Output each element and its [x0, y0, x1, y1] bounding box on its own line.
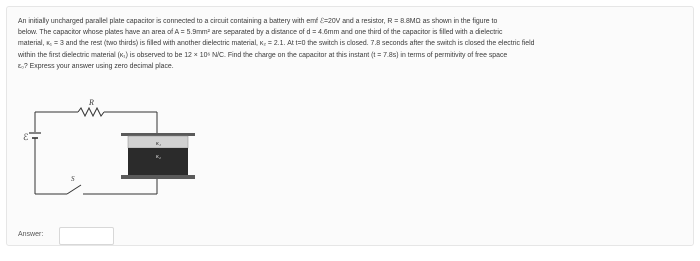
switch-label: S — [71, 175, 75, 183]
question-line-3: material, κ₁ = 3 and the rest (two thirds) is filled with another dielectric material, κ₂ = 2.1. At t=0 the switch is closed. 7.8 seconds after the switch is closed the electric field — [18, 40, 535, 48]
capacitor-top-plate — [121, 133, 195, 136]
resistor — [78, 108, 104, 116]
question-line-5: ε₀? Express your answer using zero decimal place. — [18, 62, 174, 70]
question-line-2: below. The capacitor whose plates have an area of A = 5.9mm² are separated by a distance of d = 4.6mm and one third of the capacitor is filled with a dielectric — [18, 29, 503, 37]
switch-blade — [67, 185, 81, 194]
capacitor-bottom-plate — [121, 175, 195, 179]
question-line-4: within the first dielectric material (κ₁) is observed to be 12 × 10⁶ N/C. Find the charge on the capacitor at this instant (t = 7.8s) in terms of permitivity of free space — [18, 51, 508, 59]
question-text — [18, 16, 690, 72]
emf-label: ℰ — [23, 132, 29, 142]
question-card — [6, 6, 694, 246]
answer-label: Answer: — [18, 231, 44, 238]
kappa1-label: κ₁ — [156, 141, 161, 147]
answer-input[interactable] — [59, 227, 114, 245]
dielectric-kappa2 — [128, 148, 188, 175]
kappa2-label: κ₂ — [156, 154, 161, 160]
resistor-label: R — [89, 98, 94, 107]
circuit-diagram — [23, 97, 203, 217]
question-line-1: An initially uncharged parallel plate capacitor is connected to a circuit containing a battery with emf ℰ=20V and a resistor, R = 8.8MΩ as shown in the figure to — [18, 18, 498, 25]
